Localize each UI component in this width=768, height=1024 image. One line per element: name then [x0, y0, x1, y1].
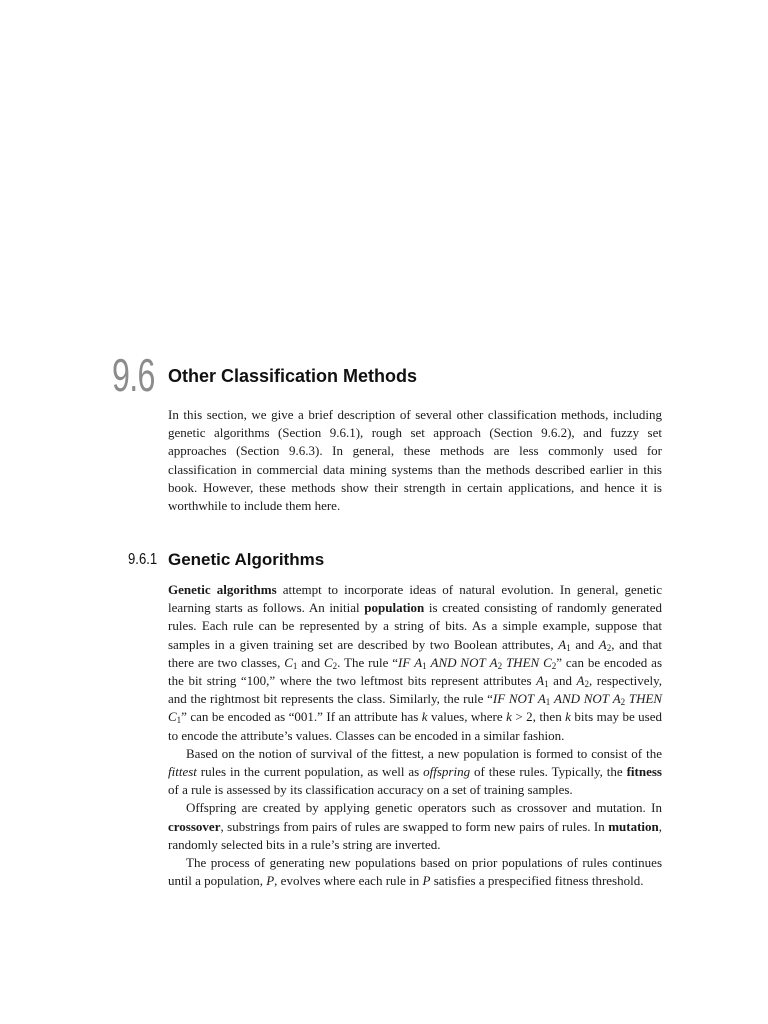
- paragraph-4: The process of generating new populations based on prior populations of rules continues until a population, P, evolves where each rule in P satisfies a prespecified fitness threshold.: [168, 855, 662, 889]
- paragraph-2: Based on the notion of survival of the fittest, a new population is formed to consist of the fittest rules in the current population, as well as offspring of these rules. Typically, the fitness of a rule is assessed by its classification accuracy on a set of training samples.: [168, 745, 662, 798]
- term-mutation: mutation: [608, 818, 659, 834]
- term-crossover: crossover: [168, 818, 221, 834]
- subsection-title: Genetic Algorithms: [168, 550, 325, 569]
- subsection-number: 9.6.1: [128, 551, 158, 568]
- term-population: population: [364, 600, 425, 616]
- term-fittest: fittest: [168, 764, 197, 780]
- paragraph-3: Offspring are created by applying genetic operators such as crossover and mutation. In crossover, substrings from pairs of rules are swapped to form new pairs of rules. In mutation, randomly selected bits in a rule’s string are inverted.: [168, 800, 662, 852]
- lead-term: Genetic algorithms: [168, 582, 277, 597]
- section-title: Other Classification Methods: [168, 366, 418, 386]
- genetic-algorithms-body: [168, 581, 662, 890]
- section-number: 9.6: [112, 349, 155, 401]
- intro-paragraph: [168, 406, 662, 515]
- term-fitness: fitness: [626, 764, 662, 780]
- intro-text: In this section, we give a brief description of several other classification methods, including genetic algorithms (Section 9.6.1), rough set approach (Section 9.6.2), and fuzzy set approaches (Section 9.6.3). In general, these methods are less commonly used for classification in commercial data mining systems than the methods described earlier in this book. However, these methods show their strength in certain applications, and hence it is worthwhile to include them here.: [168, 407, 662, 514]
- term-offspring: offspring: [423, 764, 471, 780]
- paragraph-1: Genetic algorithms attempt to incorporate ideas of natural evolution. In general, genetic learning starts as follows. An initial population is created consisting of randomly generated rules. Each rule can be represented by a string of bits. As a simple example, suppose that samples in a given training set are described by two Boolean attributes, $A_1$ and $A_2$, and that there are two classes, $C_1$ and $C_2$. The rule “IF $A_1$ AND NOT $A_2$ THEN $C_2$” can be encoded as the bit string “100,” where the two leftmost bits represent attributes $A_1$ and $A_2$, respectively, and the rightmost bit represents the class. Similarly, the rule “IF NOT $A_1$ AND NOT $A_2$ THEN $C_1$” can be encoded as “001.” If an attribute has k values, where k > 2, then k bits may be used to encode the attribute’s values. Classes can be encoded in a similar fashion.: [168, 582, 663, 743]
